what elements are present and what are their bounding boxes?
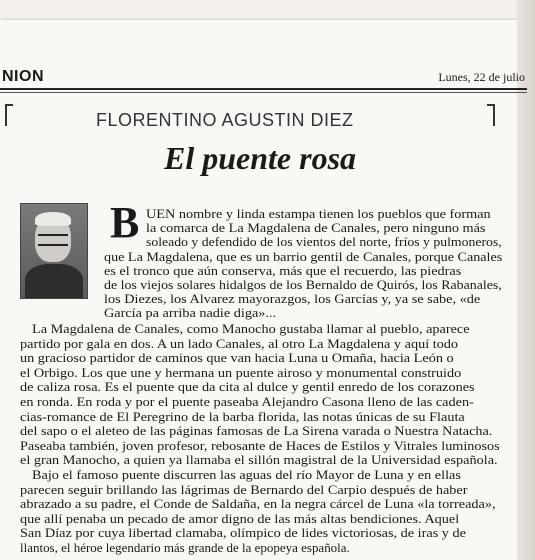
body-line: en ronda. En roda y por el puente paseaba Alejandro Casona lleno de las caden-: [20, 395, 474, 409]
photo-hair: [35, 212, 71, 226]
photo-body: [25, 264, 83, 299]
lead-line: UEN nombre y linda estampa tienen los pueblos que forman: [146, 207, 491, 221]
body-line: un gracioso partidor de caminos que van hacia Luna u Omaña, hacia León o: [20, 351, 454, 366]
body-line: el Orbigo. Los que une y hermana un puente airoso y monumental construido: [20, 365, 462, 380]
body-line: partido por gala en dos. A un lado Canales, al otro La Magdalena y aquí todo: [20, 336, 459, 351]
body-line: Bajo el famoso puente discurren las aguas del río Mayor de Luna y en ellas: [32, 468, 461, 482]
body-line: Paseaba también, joven profesor, rebosante de Haces de Estilos y Vitrales luminosos: [20, 438, 500, 453]
body-line: parecen seguir brillando las lágrimas de Bernardo del Carpio después de haber: [20, 482, 468, 497]
lead-line: que La Magdalena, que es un barrio gentil de Canales, porque Canales: [104, 249, 503, 264]
dateline: Lunes, 22 de julio: [438, 70, 525, 84]
body-line: de caliza rosa. Es el puente que da cita al dulce y gentil enredo de los corazones: [20, 380, 475, 395]
lead-line: García pa arriba nadie diga»...: [104, 306, 277, 321]
body-line: cias-romance de El Peregrino de la barba florida, las notas únicas de su Flauta: [20, 409, 465, 424]
frame-corner-right: [487, 104, 495, 126]
body-line: que allí penaba un pecado de amor digno de las más altas bendiciones. Aquel: [20, 511, 460, 526]
author-photo: [20, 203, 88, 299]
lead-line: la comarca de La Magdalena de Canales, pero ninguno más: [146, 221, 486, 236]
body-line: llantos, el héroe legendario más grande de la epopeya española.: [20, 541, 350, 555]
photo-glasses: [38, 234, 68, 246]
lead-line: es el tronco que aún conserva, más que el recuerdo, las piedras: [104, 263, 462, 278]
lead-line: soleado y defendido de los vientos del norte, fríos y pulmoneros,: [146, 235, 502, 250]
lead-line: de los viejos solares hidalgos de los Bernaldo de Quirós, los Rabanales,: [104, 278, 502, 292]
header-rule-thin: [0, 92, 527, 93]
section-label: NION: [2, 68, 44, 85]
author-byline: FLORENTINO AGUSTIN DIEZ: [96, 110, 354, 130]
body-line: San Díaz por cuya libertad clamaba, olímpico de lides victoriosas, de iras y de: [20, 526, 466, 541]
drop-cap: B: [110, 198, 140, 247]
frame-corner-left: [5, 104, 13, 126]
body-line: del sapo o el aleteo de las páginas famosas de La Sirena varada o Nuestra Natacha.: [20, 424, 493, 439]
header-rule: [0, 88, 527, 90]
body-line: el gran Manocho, a quien ya llamaba el sillón magistral de la Universidad española.: [20, 453, 498, 468]
body-line: abrazado a su padre, el Conde de Saldaña, en la negra cárcel de Luna «la torreada»,: [20, 497, 496, 512]
article-title: El puente rosa: [163, 140, 357, 176]
body-line: La Magdalena de Canales, como Manocho gustaba llamar al pueblo, aparece: [32, 322, 470, 336]
lead-line: los Diezes, los Alvarez mayorazgos, los Garcías y, ya se sabe, «de: [104, 292, 481, 307]
